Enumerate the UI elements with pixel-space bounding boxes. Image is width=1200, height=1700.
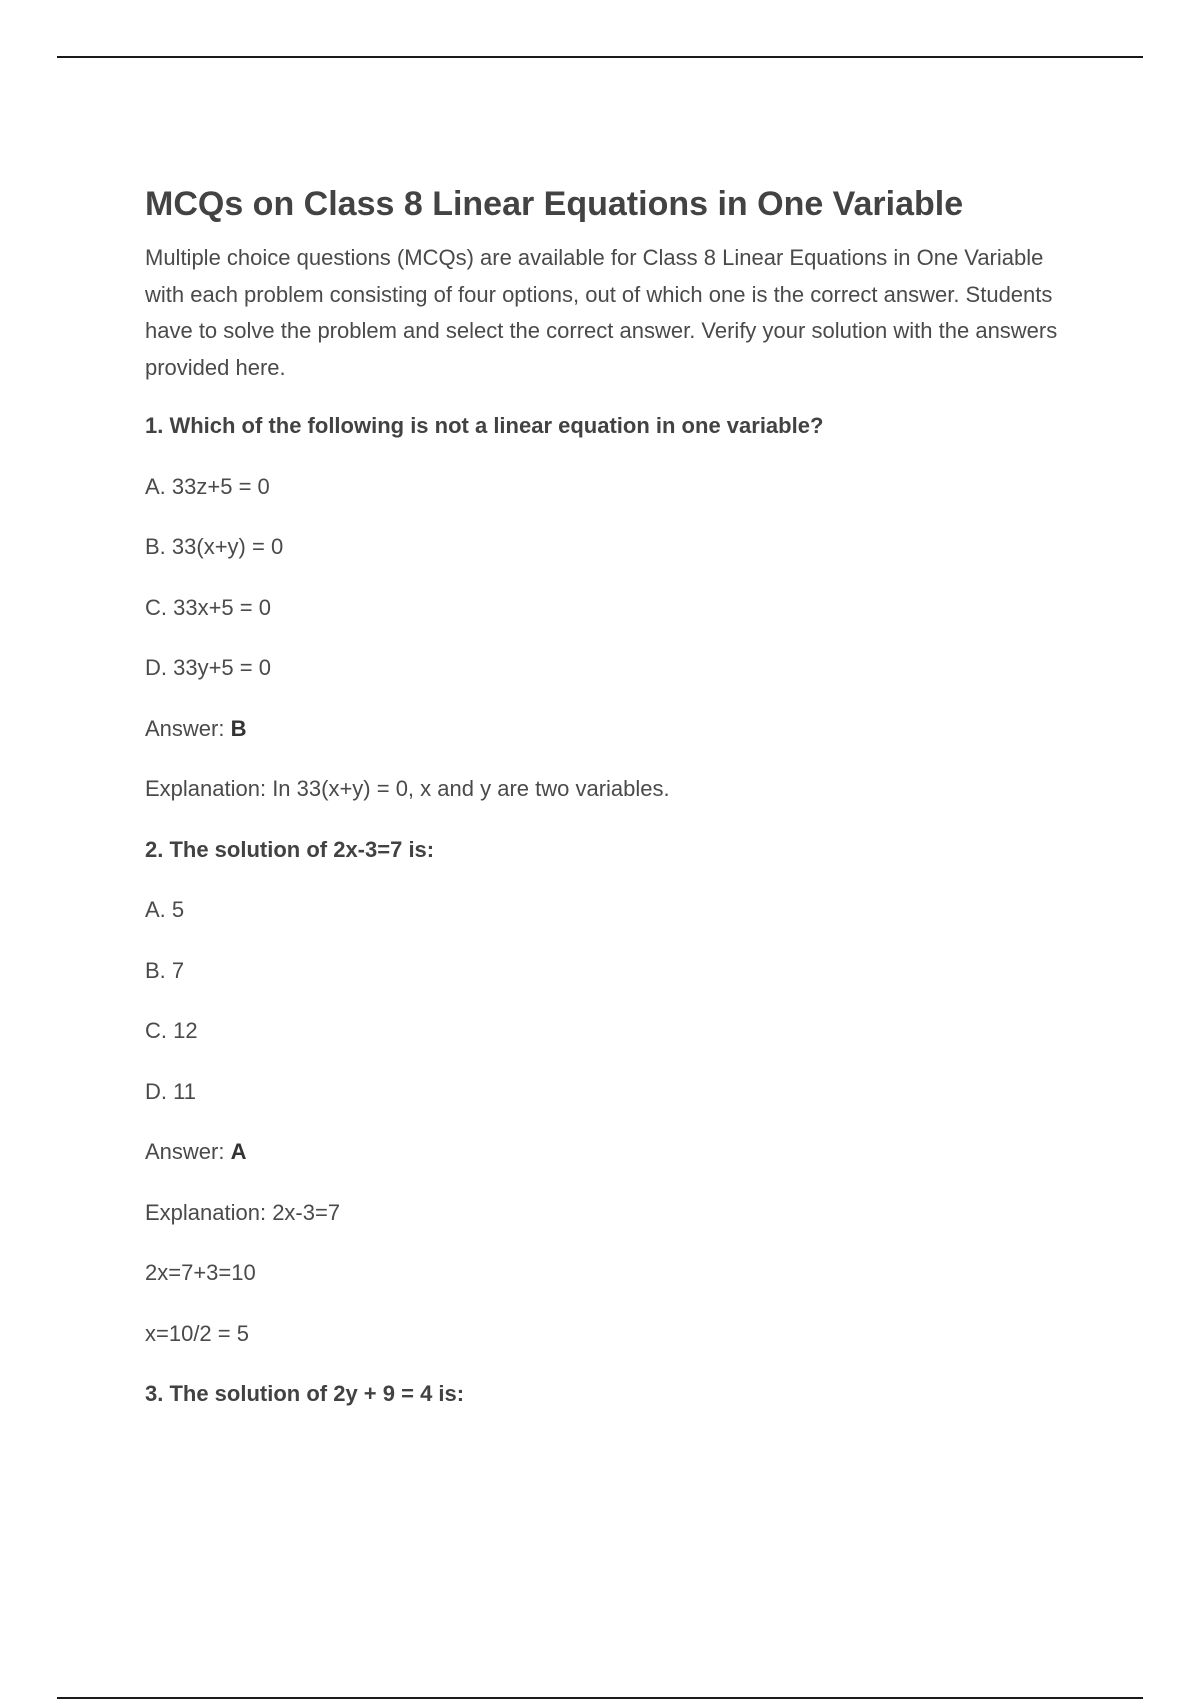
q1-option-c: C. 33x+5 = 0 bbox=[145, 594, 271, 620]
intro-paragraph: Multiple choice questions (MCQs) are available for Class 8 Linear Equations in One Variable with each problem consisting of four options, out of which one is the correct answer. Students have to solve the problem and select the correct answer. Verify your solution with the answers provided here. bbox=[145, 245, 1058, 380]
bottom-rule bbox=[57, 1697, 1143, 1699]
q1-option-d: D. 33y+5 = 0 bbox=[145, 655, 271, 680]
q2-explanation-line-1: Explanation: 2x-3=7 bbox=[145, 1199, 341, 1225]
q1-option-b: B. 33(x+y) = 0 bbox=[145, 534, 284, 559]
q1-explanation: Explanation: In 33(x+y) = 0, x and y are two variables. bbox=[145, 776, 670, 801]
q1-option-a: A. 33z+5 = 0 bbox=[145, 473, 270, 499]
page-title: MCQs on Class 8 Linear Equations in One Variable bbox=[145, 185, 964, 223]
q2-option-d: D. 11 bbox=[145, 1078, 196, 1104]
q2-option-c: C. 12 bbox=[145, 1018, 198, 1043]
question-3: 3. The solution of 2y + 9 = 4 is: bbox=[145, 1381, 465, 1406]
q2-option-a: A. 5 bbox=[145, 897, 185, 922]
q1-answer bbox=[145, 699, 1085, 760]
top-rule bbox=[57, 56, 1143, 58]
q2-explanation-line-2: 2x=7+3=10 bbox=[145, 1260, 256, 1285]
q1-answer-letter: B bbox=[230, 715, 247, 741]
q2-answer-label: Answer: bbox=[145, 1139, 231, 1164]
question-2: 2. The solution of 2x-3=7 is: bbox=[145, 836, 435, 862]
q2-explanation-line-3: x=10/2 = 5 bbox=[145, 1320, 249, 1346]
document-content bbox=[145, 180, 1085, 1425]
q2-option-b: B. 7 bbox=[145, 957, 185, 983]
q1-answer-label: Answer: bbox=[145, 715, 231, 741]
question-1: 1. Which of the following is not a linear equation in one variable? bbox=[145, 413, 824, 438]
q2-answer-letter: A bbox=[230, 1139, 247, 1164]
q2-answer bbox=[145, 1122, 1085, 1183]
